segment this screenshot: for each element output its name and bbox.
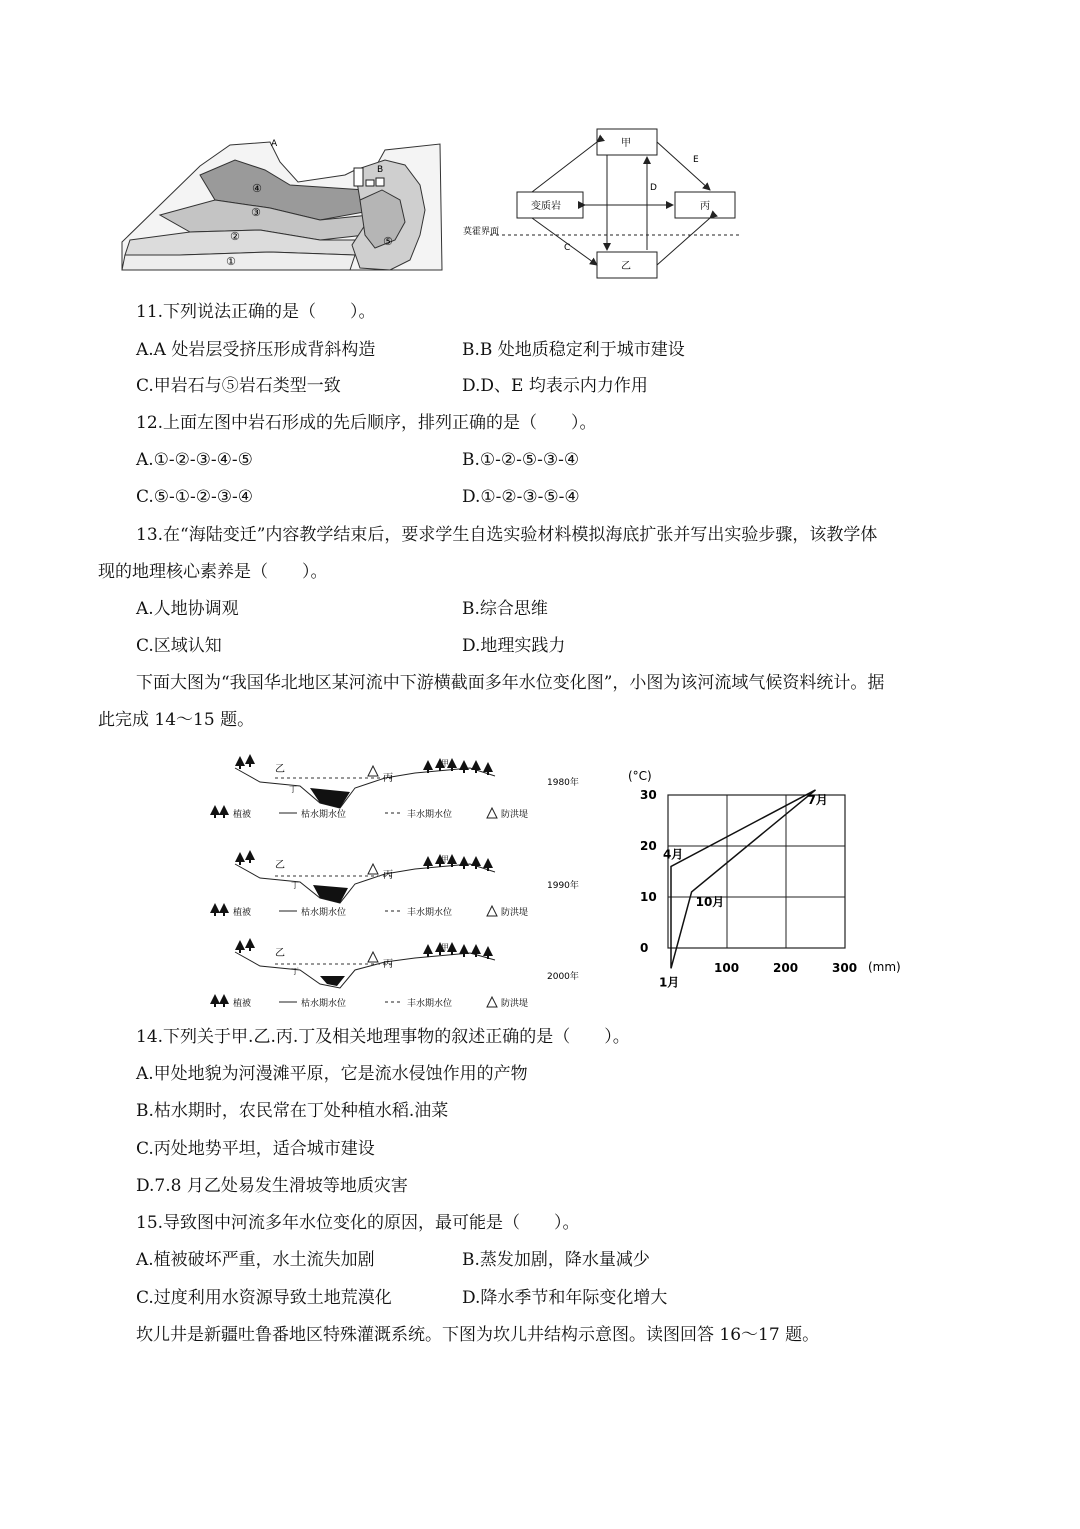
row1-jia: 甲 (441, 759, 449, 768)
chart-x-tick-label: 100 (714, 961, 740, 975)
label-jia: 甲 (621, 138, 631, 149)
geology-cross-section-figure (120, 130, 450, 280)
chart-y-tick-label: 30 (640, 788, 657, 802)
chart-y-tick-label: 10 (640, 890, 657, 904)
row2-bing: 丙 (383, 870, 393, 881)
label-a: A (271, 139, 278, 149)
climate-chart (620, 760, 920, 995)
question-12-option-a: A.①-②-③-④-⑤ (136, 450, 253, 470)
legend-low-2: 枯水期水位 (301, 908, 347, 918)
label-yi: 乙 (621, 261, 631, 272)
question-11-option-c: C.甲岩石与⑤岩石类型一致 (136, 376, 341, 396)
question-13-option-c: C.区域认知 (136, 636, 222, 656)
legend-row-2 (210, 903, 528, 918)
chart-point-label: 10月 (695, 894, 725, 909)
question-12-option-c: C.⑤-①-②-③-④ (136, 487, 253, 507)
question-14-stem: 14.下列关于甲.乙.丙.丁及相关地理事物的叙述正确的是（ ）。 (136, 1027, 630, 1047)
legend-veg-2: 植被 (233, 908, 252, 918)
river-cross-section-figure (205, 748, 600, 1016)
label-metamorphic: 变质岩 (531, 201, 561, 212)
section-row-1990 (235, 850, 579, 903)
chart-y-tick-label: 20 (640, 839, 657, 853)
chart-ylabel: (°C) (628, 769, 652, 783)
arrow-e-label: E (693, 155, 699, 165)
chart-series-line (671, 790, 816, 969)
question-15-option-a: A.植被破坏严重，水土流失加剧 (136, 1250, 375, 1270)
row2-ding: 丁 (291, 881, 299, 890)
chart-y-tick-label: 0 (640, 941, 649, 955)
row1-yi: 乙 (275, 764, 285, 775)
question-13-stem-line2: 现的地理核心素养是（ ）。 (98, 562, 328, 582)
section-row-2000 (235, 938, 579, 988)
legend-low-3: 枯水期水位 (301, 999, 347, 1009)
row1-bing: 丙 (383, 773, 393, 784)
question-13-option-b: B.综合思维 (462, 599, 548, 619)
question-14-option-c: C.丙处地势平坦，适合城市建设 (136, 1139, 375, 1159)
chart-point-label: 4月 (662, 847, 684, 862)
row2-jia: 甲 (441, 855, 449, 864)
chart-x-tick-label: 300 (832, 961, 858, 975)
question-15-stem: 15.导致图中河流多年水位变化的原因，最可能是（ ）。 (136, 1213, 580, 1233)
question-13-option-d: D.地理实践力 (462, 636, 566, 656)
question-13-option-a: A.人地协调观 (136, 599, 239, 619)
moho-label: 莫霍界面 (463, 227, 500, 237)
arrow-d-label: D (650, 183, 657, 193)
legend-levee-2: 防洪堤 (501, 908, 529, 918)
row1-ding: 丁 (289, 785, 297, 794)
arrow-c-label: C (564, 243, 571, 253)
layer-3-label: ③ (251, 206, 261, 219)
chart-frame (668, 792, 845, 948)
row3-jia: 甲 (441, 943, 449, 952)
section-row-1980 (235, 754, 579, 808)
question-14-option-d: D.7.8 月乙处易发生滑坡等地质灾害 (136, 1176, 408, 1196)
label-bing: 丙 (700, 201, 710, 212)
chart-point-label: 1月 (658, 975, 680, 990)
question-11-stem: 11.下列说法正确的是（ ）。 (136, 302, 376, 322)
intro-16-17: 坎儿井是新疆吐鲁番地区特殊灌溉系统。下图为坎儿井结构示意图。读图回答 16～17 题。 (136, 1325, 820, 1345)
chart-xlabel: (mm) (868, 960, 901, 974)
layer-2-label: ② (230, 230, 240, 243)
label-b: B (377, 165, 384, 175)
legend-veg-1: 植被 (233, 810, 252, 820)
legend-high-1: 丰水期水位 (407, 810, 453, 820)
legend-levee-1: 防洪堤 (501, 810, 529, 820)
row3-bing: 丙 (383, 959, 393, 970)
question-12-option-d: D.①-②-③-⑤-④ (462, 487, 580, 507)
question-12-stem: 12.上面左图中岩石形成的先后顺序，排列正确的是（ ）。 (136, 413, 597, 433)
question-13-stem-line1: 13.在“海陆变迁”内容教学结束后，要求学生自选实验材料模拟海底扩张并写出实验步骤，该教学体 (136, 525, 878, 545)
layer-4-label: ④ (252, 182, 262, 195)
rock-cycle-diagram (460, 122, 750, 287)
question-15-option-d: D.降水季节和年际变化增大 (462, 1288, 668, 1308)
intro-14-15-line1: 下面大图为“我国华北地区某河流中下游横截面多年水位变化图”，小图为该河流域气候资料统计。据 (136, 673, 885, 693)
question-15-option-b: B.蒸发加剧，降水量减少 (462, 1250, 650, 1270)
row1-year: 1980年 (547, 778, 579, 788)
chart-point-label: 7月 (807, 792, 828, 807)
question-11-option-d: D.D、E 均表示内力作用 (462, 376, 648, 396)
legend-levee-3: 防洪堤 (501, 999, 529, 1009)
question-14-option-b: B.枯水期时，农民常在丁处种植水稻.油菜 (136, 1101, 449, 1121)
question-15-option-c: C.过度利用水资源导致土地荒漠化 (136, 1288, 392, 1308)
row2-yi: 乙 (275, 860, 285, 871)
row2-year: 1990年 (547, 881, 579, 891)
question-11-option-b: B.B 处地质稳定利于城市建设 (462, 340, 685, 360)
legend-row-1 (210, 805, 528, 820)
legend-high-2: 丰水期水位 (407, 908, 453, 918)
legend-low-1: 枯水期水位 (301, 810, 347, 820)
intro-14-15-line2: 此完成 14～15 题。 (98, 710, 255, 730)
chart-x-tick-label: 200 (773, 961, 799, 975)
intrusion-5-label: ⑤ (383, 235, 393, 248)
legend-row-3 (210, 994, 528, 1009)
layer-1-label: ① (226, 255, 236, 268)
question-12-option-b: B.①-②-⑤-③-④ (462, 450, 580, 470)
row3-ding: 丁 (291, 967, 299, 976)
legend-veg-3: 植被 (233, 999, 252, 1009)
row3-year: 2000年 (547, 972, 579, 982)
question-11-option-a: A.A 处岩层受挤压形成背斜构造 (136, 340, 376, 360)
legend-high-3: 丰水期水位 (407, 999, 453, 1009)
row3-yi: 乙 (275, 948, 285, 959)
question-14-option-a: A.甲处地貌为河漫滩平原，它是流水侵蚀作用的产物 (136, 1064, 528, 1084)
